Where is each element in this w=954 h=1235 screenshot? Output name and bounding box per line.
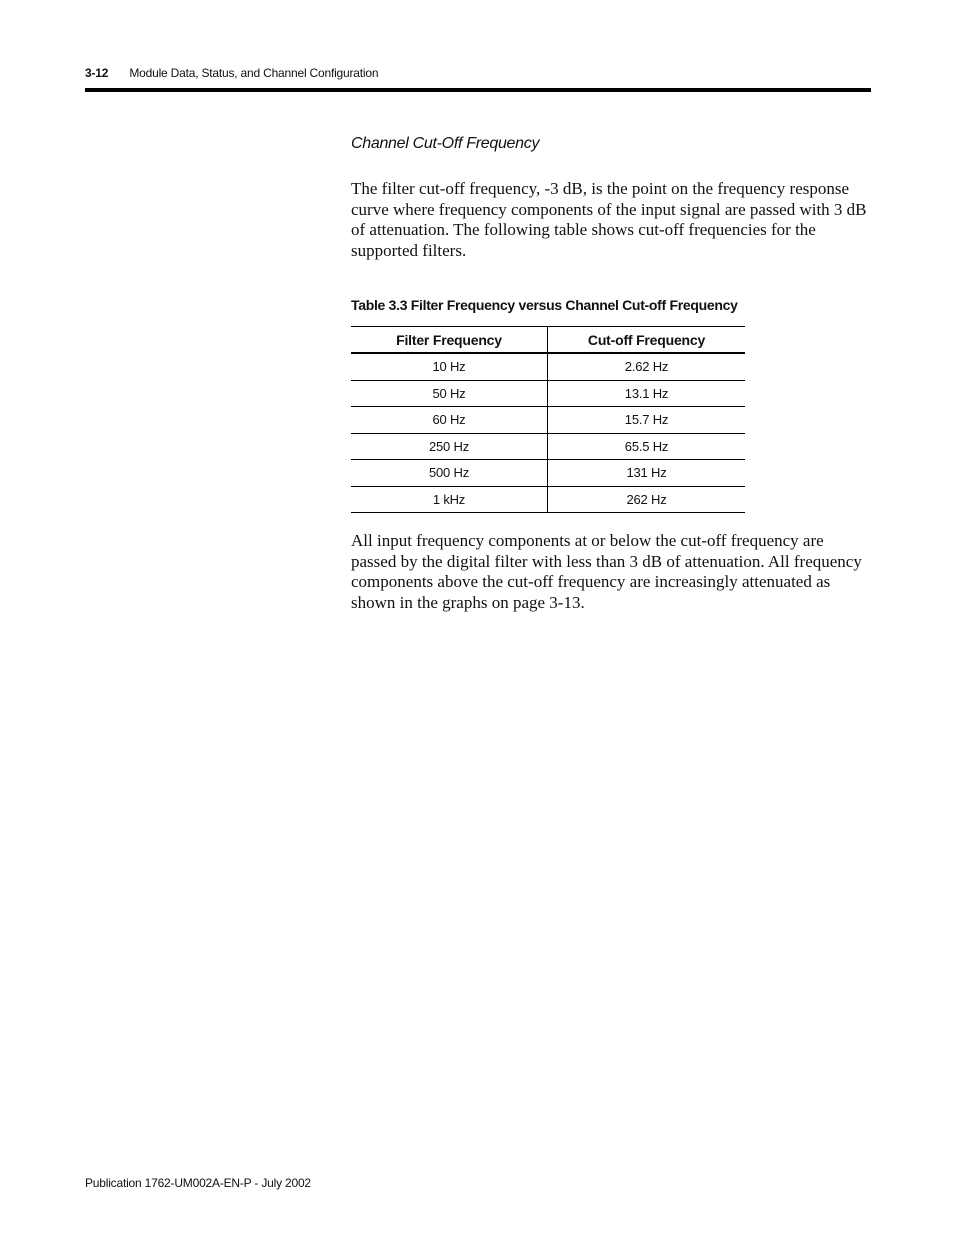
section-heading: Channel Cut-Off Frequency (351, 135, 540, 152)
cutoff-frequency-cell: 2.62 Hz (548, 353, 746, 380)
column-header-cutoff-frequency: Cut-off Frequency (548, 327, 746, 354)
running-title: Module Data, Status, and Channel Configuration (129, 66, 379, 80)
intro-paragraph: The filter cut-off frequency, -3 dB, is the point on the frequency response curve where frequency components of the input signal are passed with 3 dB of attenuation. The following table shows cut-off frequencies for the supported filters. (351, 179, 867, 260)
filter-frequency-cell: 10 Hz (351, 353, 548, 380)
header-rule (85, 88, 871, 92)
publication-footer: Publication 1762-UM002A-EN-P - July 2002 (85, 1176, 311, 1190)
table-row (351, 486, 745, 513)
closing-paragraph: All input frequency components at or below the cut-off frequency are passed by the digital filter with less than 3 dB of attenuation. All frequency components above the cut-off frequency are increasingly attenuated as shown in the graphs on page 3-13. (351, 531, 862, 612)
frequency-table (351, 326, 745, 513)
cutoff-frequency-cell: 262 Hz (548, 486, 746, 513)
filter-frequency-cell: 50 Hz (351, 380, 548, 407)
table-row (351, 353, 745, 380)
page-number: 3-12 (85, 66, 109, 80)
page-header (85, 66, 378, 80)
table-row (351, 433, 745, 460)
table-caption: Table 3.3 Filter Frequency versus Channel Cut-off Frequency (351, 297, 738, 313)
column-header-filter-frequency: Filter Frequency (351, 327, 548, 354)
table-header-row (351, 327, 745, 354)
table-row (351, 460, 745, 487)
cutoff-frequency-cell: 15.7 Hz (548, 407, 746, 434)
cutoff-frequency-cell: 13.1 Hz (548, 380, 746, 407)
table-row (351, 407, 745, 434)
cutoff-frequency-cell: 131 Hz (548, 460, 746, 487)
table-row (351, 380, 745, 407)
filter-frequency-cell: 500 Hz (351, 460, 548, 487)
filter-frequency-cell: 1 kHz (351, 486, 548, 513)
filter-frequency-cell: 250 Hz (351, 433, 548, 460)
filter-frequency-cell: 60 Hz (351, 407, 548, 434)
cutoff-frequency-cell: 65.5 Hz (548, 433, 746, 460)
